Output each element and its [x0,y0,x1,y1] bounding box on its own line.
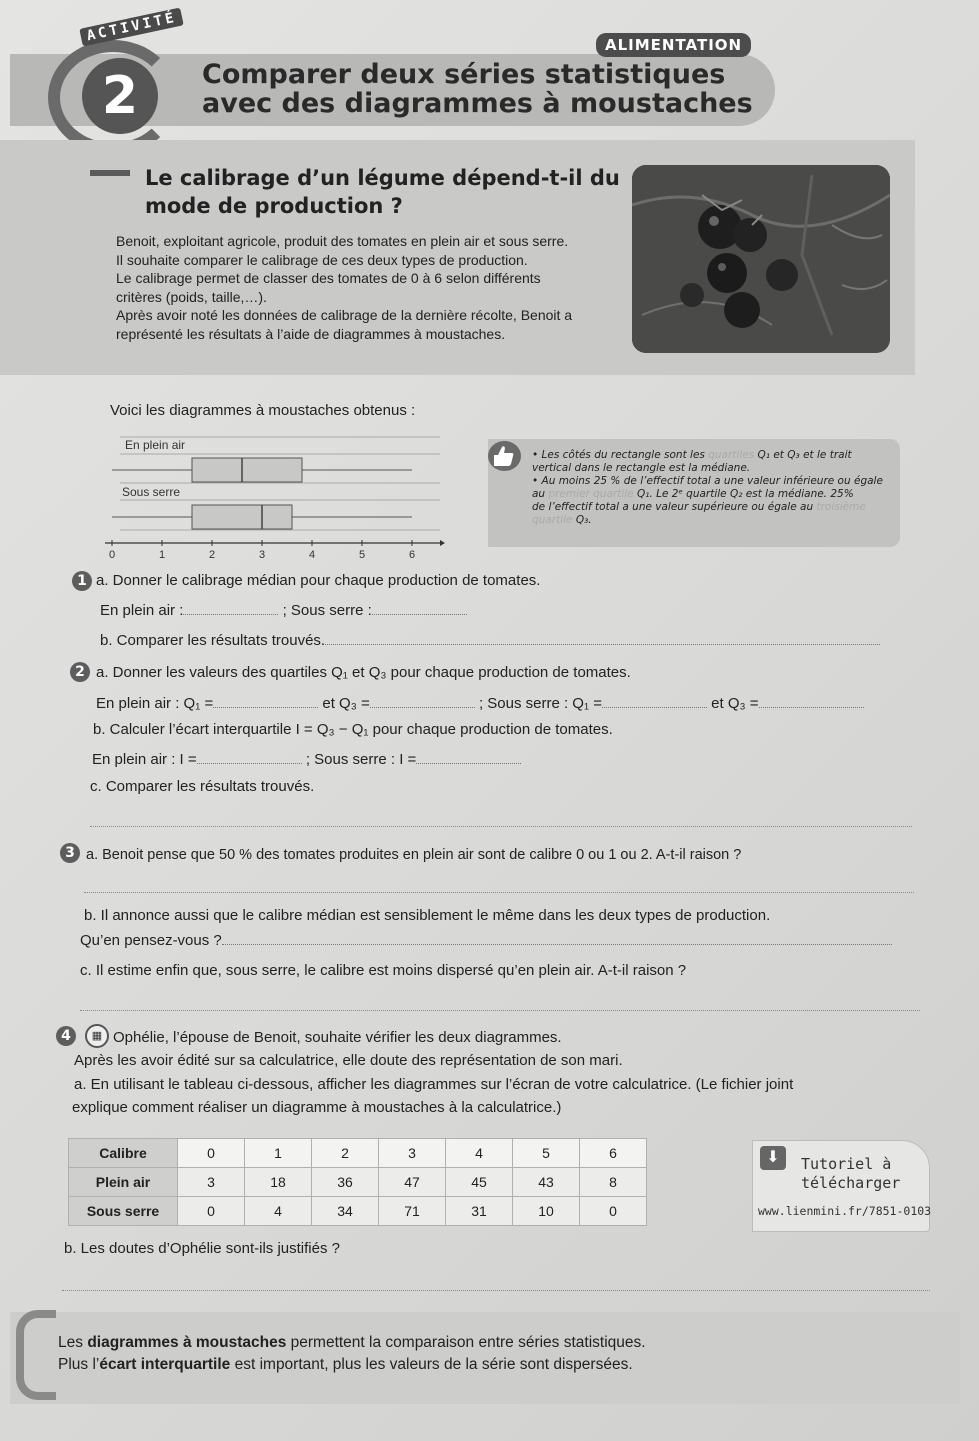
row-header: Calibre [69,1139,178,1168]
answer-blank[interactable] [372,602,467,615]
boxplot-chart [95,430,445,565]
answer-blank[interactable] [416,751,521,764]
box [192,505,292,529]
table-cell: 45 [446,1168,513,1197]
table-cell: 10 [513,1197,580,1226]
question-1-number: 1 [72,571,92,591]
q2b-text: b. Calculer l’écart interquartile I = Q₃ − Q₁ pour chaque production de tomates. [93,721,613,738]
table-cell: 4 [245,1197,312,1226]
activity-number: 2 [82,58,158,134]
boxplot-svg [95,430,445,565]
answer-line[interactable] [62,1290,930,1291]
q3a-text: a. Benoit pense que 50 % des tomates produites en plein air sont de calibre 0 ou 1 ou 2. A-t-il raison ? [86,847,742,863]
answer-blank[interactable] [602,695,707,708]
q3b-question: Qu’en pensez-vous ? [80,931,892,951]
question-2-number: 2 [70,662,90,682]
answer-blank[interactable] [197,751,302,764]
activity-label: ACTIVITÉ [79,7,184,46]
answer-blank[interactable] [759,695,864,708]
box [192,458,302,482]
x-tick-label: 4 [309,549,316,561]
q2a-answers: En plein air : Q₁ = et Q₃ = ; Sous serre : Q₁ = et Q₃ = [96,694,864,714]
table-cell: 6 [580,1139,647,1168]
q4-intro-2: Après les avoir édité sur sa calculatrice, elle doute des représentation de son mari. [74,1052,623,1069]
tutorial-title[interactable]: Tutoriel à télécharger [801,1155,901,1192]
theme-badge: ALIMENTATION [596,33,751,57]
q2c-text: c. Comparer les résultats trouvés. [90,778,315,795]
tutorial-link[interactable]: www.lienmini.fr/7851-0103 [758,1204,932,1218]
x-tick-label: 6 [409,549,416,561]
x-tick-label: 2 [209,549,216,561]
x-tick-label: 5 [359,549,366,561]
intro-line: Il souhaite comparer le calibrage de ces deux types de production. [116,251,528,268]
title-line-1: Comparer deux séries statistiques [202,59,726,90]
tip-text: • Les côtés du rectangle sont les quartiles Q₁ et Q₃ et le trait vertical dans le rectangle est la médiane. • Au moins 25 % de l’effectif total a une valeur inférieure ou égale au premier quartile Q₁. Le 2ᵉ quartile Q₂ est la médiane. 25% de l’effectif total a une valeur supérieure ou égale au troisième quartile Q₃. [532,449,883,526]
table-cell: 36 [312,1168,379,1197]
question-4-number: 4 [56,1026,76,1046]
thumbs-up-icon [488,441,521,471]
answer-blank[interactable] [183,602,278,615]
table-row [69,1139,647,1168]
title-line-2: avec des diagrammes à moustaches [202,88,753,119]
table-cell: 34 [312,1197,379,1226]
answer-blank[interactable] [325,632,880,645]
table-cell: 4 [446,1139,513,1168]
summary-text: Les diagrammes à moustaches permettent la comparaison entre séries statistiques. Plus l’écart interquartile est important, plus les valeurs de la série sont dispersées. [58,1334,646,1373]
intro-text [116,232,636,343]
intro-line: Le calibrage permet de classer des tomates de 0 à 6 selon différents [116,270,541,286]
q1a-answers: En plein air : ; Sous serre : [100,601,467,621]
x-tick-label: 1 [159,549,166,561]
q3b-text: b. Il annonce aussi que le calibre médian est sensiblement le même dans les deux types de production. [84,907,771,924]
answer-blank[interactable] [370,695,475,708]
table-cell: 2 [312,1139,379,1168]
intro-line: Benoit, exploitant agricole, produit des tomates en plein air et sous serre. [116,233,569,249]
q4b-text: b. Les doutes d’Ophélie sont-ils justifiés ? [64,1240,340,1257]
question-line-1: Le calibrage d’un légume dépend-t-il du [145,166,620,190]
calculator-icon: ▦ [85,1024,109,1048]
table-cell: 3 [379,1139,446,1168]
table-row [69,1168,647,1197]
answer-blank[interactable] [222,932,892,945]
q3c-text: c. Il estime enfin que, sous serre, le calibre est moins dispersé qu’en plein air. A-t-il raison ? [80,962,687,979]
label-sous-serre: Sous serre [122,485,181,499]
x-tick-label: 3 [259,549,266,561]
q1a-text: a. Donner le calibrage médian pour chaque production de tomates. [96,572,541,589]
q2a-text: a. Donner les valeurs des quartiles Q₁ et Q₃ pour chaque production de tomates. [96,664,631,681]
q4a-text-1: a. En utilisant le tableau ci-dessous, afficher les diagrammes sur l’écran de votre calculatrice. (Le fichier joint [74,1076,794,1093]
answer-line[interactable] [84,892,914,893]
intro-question [145,164,625,220]
calibrage-table [68,1138,647,1226]
tomato-photo-illustration [632,165,890,353]
intro-bar [90,170,130,176]
question-line-2: mode de production ? [145,194,403,218]
tomato-photo [632,165,890,353]
table-cell: 1 [245,1139,312,1168]
table-cell: 0 [580,1197,647,1226]
table-cell: 18 [245,1168,312,1197]
q4a-text-2: explique comment réaliser un diagramme à moustaches à la calculatrice.) [72,1099,562,1116]
row-header: Sous serre [69,1197,178,1226]
answer-blank[interactable] [213,695,318,708]
table-cell: 3 [178,1168,245,1197]
label-plein-air: En plein air [125,438,186,452]
diagrams-intro: Voici les diagrammes à moustaches obtenus : [110,402,416,419]
table-cell: 43 [513,1168,580,1197]
download-icon[interactable]: ⬇ [760,1146,786,1170]
q2b-answers: En plein air : I = ; Sous serre : I = [92,750,521,770]
intro-line: critères (poids, taille,…). [116,288,267,305]
row-header: Plein air [69,1168,178,1197]
q4-intro-1: Ophélie, l’épouse de Benoit, souhaite vérifier les deux diagrammes. [113,1029,562,1046]
table-cell: 47 [379,1168,446,1197]
table-cell: 0 [178,1139,245,1168]
intro-line: représenté les résultats à l’aide de diagrammes à moustaches. [116,325,506,342]
answer-line[interactable] [80,1010,920,1011]
table-cell: 5 [513,1139,580,1168]
x-tick-label: 0 [109,549,116,561]
table-cell: 71 [379,1197,446,1226]
q1b-text: b. Comparer les résultats trouvés. [100,631,880,651]
page-title [202,60,772,118]
summary-bracket [16,1310,56,1400]
table-cell: 0 [178,1197,245,1226]
table-row [69,1197,647,1226]
question-3-number: 3 [60,843,80,863]
answer-line[interactable] [90,826,912,827]
table-cell: 31 [446,1197,513,1226]
table-cell: 8 [580,1168,647,1197]
intro-line: Après avoir noté les données de calibrage de la dernière récolte, Benoit a [116,307,573,323]
